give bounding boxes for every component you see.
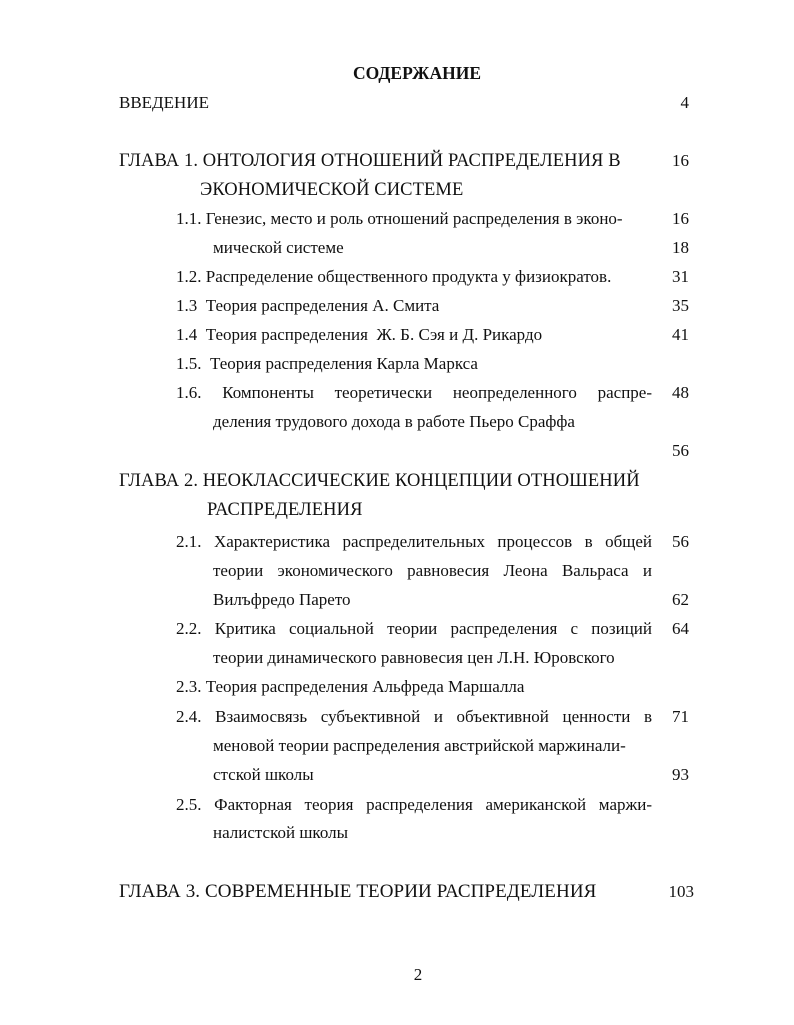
toc-chapter3-page: 103 — [668, 882, 694, 901]
toc-section-2-1-page2: 62 — [672, 590, 689, 609]
toc-section-1-5: 1.5. Теория распределения Карла Маркса — [176, 354, 478, 373]
toc-section-2-4-page: 71 — [672, 707, 689, 726]
toc-section-2-1-line3: Вилъфредо Парето — [213, 590, 351, 609]
toc-section-1-3: 1.3 Теория распределения А. Смита — [176, 296, 440, 315]
page-number: 2 — [413, 965, 423, 984]
toc-chapter2-title-line2: РАСПРЕДЕЛЕНИЯ — [207, 500, 363, 520]
toc-section-2-4-line3: стской школы — [213, 765, 314, 784]
toc-chapter1-title-line1: ГЛАВА 1. ОНТОЛОГИЯ ОТНОШЕНИЙ РАСПРЕДЕЛЕНИЯ В — [119, 151, 621, 171]
toc-section-1-1-line1: 1.1. Генезис, место и роль отношений распределения в эконо- — [176, 209, 623, 228]
toc-chapter1-title-line2: ЭКОНОМИЧЕСКОЙ СИСТЕМЕ — [200, 180, 464, 200]
toc-section-1-1-line2: мической системе — [213, 238, 344, 257]
toc-chapter2-title-line1: ГЛАВА 2. НЕОКЛАССИЧЕСКИЕ КОНЦЕПЦИИ ОТНОШЕНИЙ — [119, 471, 640, 491]
toc-section-1-6-line2: деления трудового дохода в работе Пьеро Сраффа — [213, 412, 575, 431]
toc-section-1-6-page: 48 — [672, 383, 689, 402]
toc-section-2-4-line2: меновой теории распределения австрийской маржинали- — [213, 736, 626, 755]
toc-section-2-5-line2: налистской школы — [213, 823, 349, 842]
toc-section-2-1-page: 56 — [672, 532, 689, 551]
toc-section-1-2-page: 31 — [672, 267, 689, 286]
toc-section-1-1-page: 16 — [672, 209, 689, 228]
toc-chapter3-title: ГЛАВА 3. СОВРЕМЕННЫЕ ТЕОРИИ РАСПРЕДЕЛЕНИЯ — [119, 881, 597, 902]
toc-section-1-2: 1.2. Распределение общественного продукта у физиократов. — [176, 267, 612, 286]
toc-section-2-4-line1: 2.4. Взаимосвязь субъективной и объективной ценности в — [176, 707, 652, 726]
toc-section-2-5-line1: 2.5. Факторная теория распределения американской маржи- — [176, 795, 652, 814]
toc-section-1-1-page2: 18 — [672, 238, 689, 257]
toc-intro-page: 4 — [680, 93, 689, 112]
toc-section-2-3: 2.3. Теория распределения Альфреда Маршалла — [176, 677, 525, 696]
toc-section-1-4-page: 41 — [672, 325, 689, 344]
toc-section-1-6-line1: 1.6. Компоненты теоретически неопределенного распре- — [176, 383, 652, 402]
toc-chapter1-page: 16 — [672, 151, 689, 170]
toc-section-1-3-page: 35 — [672, 296, 689, 315]
toc-section-2-1-line2: теории экономического равновесия Леона Вальраса и — [213, 561, 652, 580]
page-title: СОДЕРЖАНИЕ — [352, 63, 481, 83]
toc-section-1-6-page2: 56 — [672, 441, 689, 460]
toc-intro-label: ВВЕДЕНИЕ — [119, 93, 209, 112]
toc-section-2-4-page2: 93 — [672, 765, 689, 784]
toc-section-2-2-line2: теории динамического равновесия цен Л.Н. Юровского — [213, 648, 615, 667]
toc-section-1-4: 1.4 Теория распределения Ж. Б. Сэя и Д. Рикардо — [176, 325, 543, 344]
toc-section-2-2-page: 64 — [672, 619, 689, 638]
toc-section-2-2-line1: 2.2. Критика социальной теории распределения с позиций — [176, 619, 652, 638]
toc-section-2-1-line1: 2.1. Характеристика распределительных процессов в общей — [176, 532, 652, 551]
